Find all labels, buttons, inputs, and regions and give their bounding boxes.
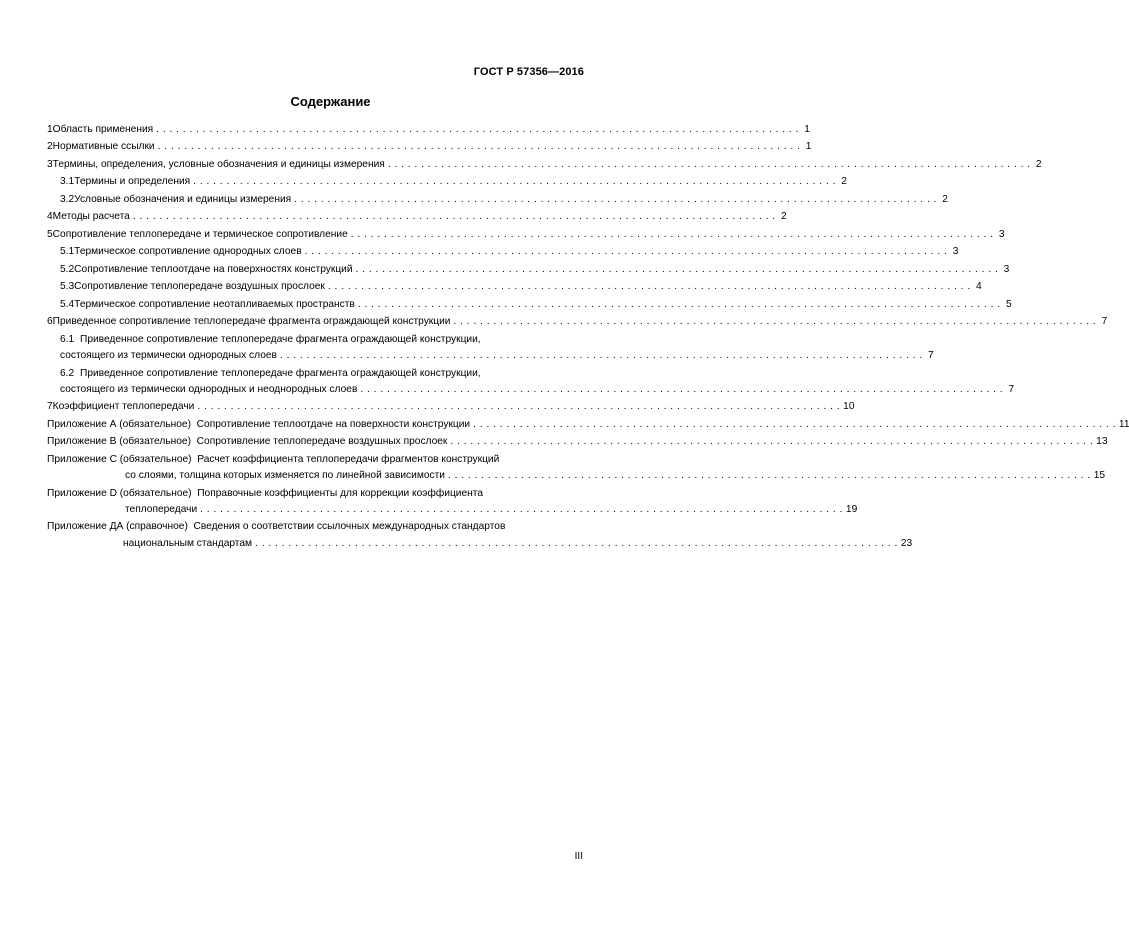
toc-entry[interactable] — [47, 157, 1042, 173]
toc-entry[interactable] — [47, 314, 1108, 330]
leader-dots — [193, 174, 836, 190]
leader-dots — [473, 417, 1116, 433]
toc-entry-label: национальным стандартам — [123, 537, 253, 549]
leader-dots — [197, 399, 840, 415]
toc-entry[interactable] — [47, 209, 787, 225]
toc-entry-label: состоящего из термически однородных и неоднородных слоев — [60, 383, 358, 395]
appendix-prefix: Приложение А (обязательное) — [47, 418, 191, 430]
toc-entry[interactable] — [47, 139, 812, 155]
toc-entry[interactable] — [47, 399, 855, 415]
toc-entry-number: 2 — [47, 141, 53, 153]
table-of-contents — [47, 122, 1129, 552]
toc-entry-page: 2 — [841, 176, 847, 188]
toc-appendix-text — [47, 434, 447, 450]
toc-entry-label: Приведенное сопротивление теплопередаче фрагмента ограждающей конструкции — [52, 316, 451, 328]
toc-entry-label: Термическое сопротивление неотапливаемых пространств — [74, 298, 355, 310]
toc-subentry[interactable] — [47, 192, 948, 208]
standard-code: ГОСТ Р 57356—2016 — [473, 66, 584, 78]
toc-entry-page: 3 — [1003, 263, 1010, 275]
toc-appendix-text — [47, 417, 470, 433]
toc-entry-page: 1 — [805, 141, 812, 153]
toc-entry-number: 7 — [47, 401, 53, 413]
toc-entry-page: 7 — [1101, 316, 1108, 328]
toc-appendix-line[interactable] — [47, 519, 585, 535]
toc-entry-page: 19 — [845, 503, 858, 515]
toc-appendix-entry[interactable] — [47, 417, 1129, 433]
toc-entry-page: 11 — [1118, 418, 1129, 430]
appendix-prefix: Приложение ДА (справочное) — [47, 521, 188, 533]
appendix-prefix: Приложение С (обязательное) — [47, 453, 192, 465]
toc-entry-page: 7 — [928, 350, 934, 362]
leader-dots — [294, 192, 937, 208]
toc-entry-label: Приведенное сопротивление теплопередаче фрагмента ограждающей конструкции, — [80, 367, 481, 379]
leader-dots — [356, 262, 999, 278]
toc-subentry-line[interactable] — [47, 366, 585, 382]
toc-entry-label: Сопротивление теплопередаче и термическое сопротивление — [52, 228, 348, 240]
toc-entry-number: 6.1 — [60, 333, 75, 345]
toc-entry-page: 10 — [843, 401, 855, 413]
toc-entry-page: 2 — [780, 211, 787, 223]
toc-entry-label: Сопротивление теплоотдаче на поверхностях конструкций — [74, 263, 353, 275]
toc-subentry[interactable] — [47, 174, 847, 190]
toc-entry-page: 3 — [952, 246, 959, 258]
toc-entry-label: Термины и определения — [74, 176, 191, 188]
toc-entry-page: 5 — [1005, 298, 1012, 310]
leader-dots — [158, 139, 801, 155]
toc-entry-number: 5.2 — [60, 263, 75, 275]
toc-appendix-continuation[interactable] — [47, 536, 913, 552]
leader-dots — [305, 244, 948, 260]
toc-entry-number: 5.3 — [60, 281, 75, 293]
toc-entry-page: 23 — [900, 537, 913, 549]
toc-entry-page: 15 — [1093, 470, 1106, 482]
toc-title: Содержание — [290, 94, 371, 109]
toc-entry-page: 7 — [1008, 383, 1015, 395]
toc-appendix-continuation[interactable] — [47, 468, 1106, 484]
toc-entry-label: Сопротивление теплоотдаче на поверхности конструкции — [196, 418, 471, 430]
toc-entry-label: Поправочные коэффициенты для коррекции коэффициента — [197, 487, 483, 499]
toc-subentry-continuation[interactable] — [47, 348, 934, 364]
toc-entry-page: 1 — [804, 124, 810, 135]
toc-entry-number: 5.1 — [60, 246, 75, 258]
leader-dots — [358, 297, 1001, 313]
toc-entry-page: 13 — [1096, 436, 1108, 448]
leader-dots — [450, 434, 1093, 450]
leader-dots — [360, 382, 1003, 398]
toc-subentry[interactable] — [47, 262, 1010, 278]
toc-subentry[interactable] — [47, 297, 1012, 313]
toc-entry-number: 5.4 — [60, 298, 75, 310]
toc-entry-label: Сопротивление теплопередаче воздушных прослоек — [74, 281, 325, 293]
toc-subentry[interactable] — [47, 244, 959, 260]
toc-appendix-line[interactable] — [47, 452, 585, 468]
toc-subentry-continuation[interactable] — [47, 382, 1015, 398]
toc-entry-page: 4 — [976, 281, 982, 293]
toc-entry-label: Сведения о соответствии ссылочных международных стандартов — [193, 521, 506, 533]
toc-entry-label: теплопередачи — [125, 503, 198, 515]
toc-entry-label: Область применения — [52, 124, 154, 135]
leader-dots — [453, 314, 1096, 330]
leader-dots — [255, 536, 898, 552]
toc-entry-number: 5 — [47, 228, 53, 240]
toc-entry-number: 3 — [47, 158, 53, 170]
toc-entry-label: Термины, определения, условные обозначения и единицы измерения — [52, 158, 385, 170]
leader-dots — [133, 209, 776, 225]
toc-appendix-line[interactable] — [47, 486, 585, 502]
leader-dots — [328, 279, 971, 295]
toc-entry-label: Коэффициент теплопередачи — [52, 401, 195, 413]
leader-dots — [351, 227, 994, 243]
toc-entry-number: 1 — [47, 124, 53, 135]
leader-dots — [388, 157, 1031, 173]
leader-dots — [448, 468, 1091, 484]
toc-entry-number: 4 — [47, 211, 53, 223]
toc-entry-number: 3.1 — [60, 176, 75, 188]
toc-entry-label: Методы расчета — [52, 211, 130, 223]
toc-entry-number: 6 — [47, 316, 53, 328]
toc-entry-label: состоящего из термически однородных слоев — [60, 350, 277, 362]
toc-appendix-entry[interactable] — [47, 434, 1108, 450]
toc-entry-label: Приведенное сопротивление теплопередаче фрагмента ограждающей конструкции, — [80, 333, 481, 345]
toc-entry-label: Нормативные ссылки — [52, 141, 155, 153]
leader-dots — [280, 348, 923, 364]
toc-entry[interactable] — [47, 122, 810, 138]
toc-subentry-line[interactable] — [47, 332, 585, 348]
toc-entry-page: 2 — [942, 193, 948, 205]
toc-entry-number: 3.2 — [60, 193, 75, 205]
toc-appendix-continuation[interactable] — [47, 502, 858, 518]
toc-entry-number: 6.2 — [60, 367, 75, 379]
toc-entry-label: Сопротивление теплопередаче воздушных прослоек — [196, 436, 448, 448]
page-number: III — [574, 851, 583, 862]
toc-entry[interactable] — [47, 227, 1005, 243]
toc-entry-page: 2 — [1035, 158, 1042, 170]
leader-dots — [156, 122, 799, 138]
leader-dots — [200, 502, 843, 518]
toc-entry-label: Условные обозначения и единицы измерения — [74, 193, 292, 205]
toc-entry-label: Термическое сопротивление однородных слоев — [74, 246, 302, 258]
appendix-prefix: Приложение В (обязательное) — [47, 436, 191, 448]
toc-entry-label: со слоями, толщина которых изменяется по линейной зависимости — [125, 470, 445, 482]
toc-entry-page: 3 — [998, 228, 1005, 240]
toc-subentry[interactable] — [47, 279, 982, 295]
toc-entry-label: Расчет коэффициента теплопередачи фрагментов конструкций — [197, 453, 500, 465]
appendix-prefix: Приложение D (обязательное) — [47, 487, 192, 499]
